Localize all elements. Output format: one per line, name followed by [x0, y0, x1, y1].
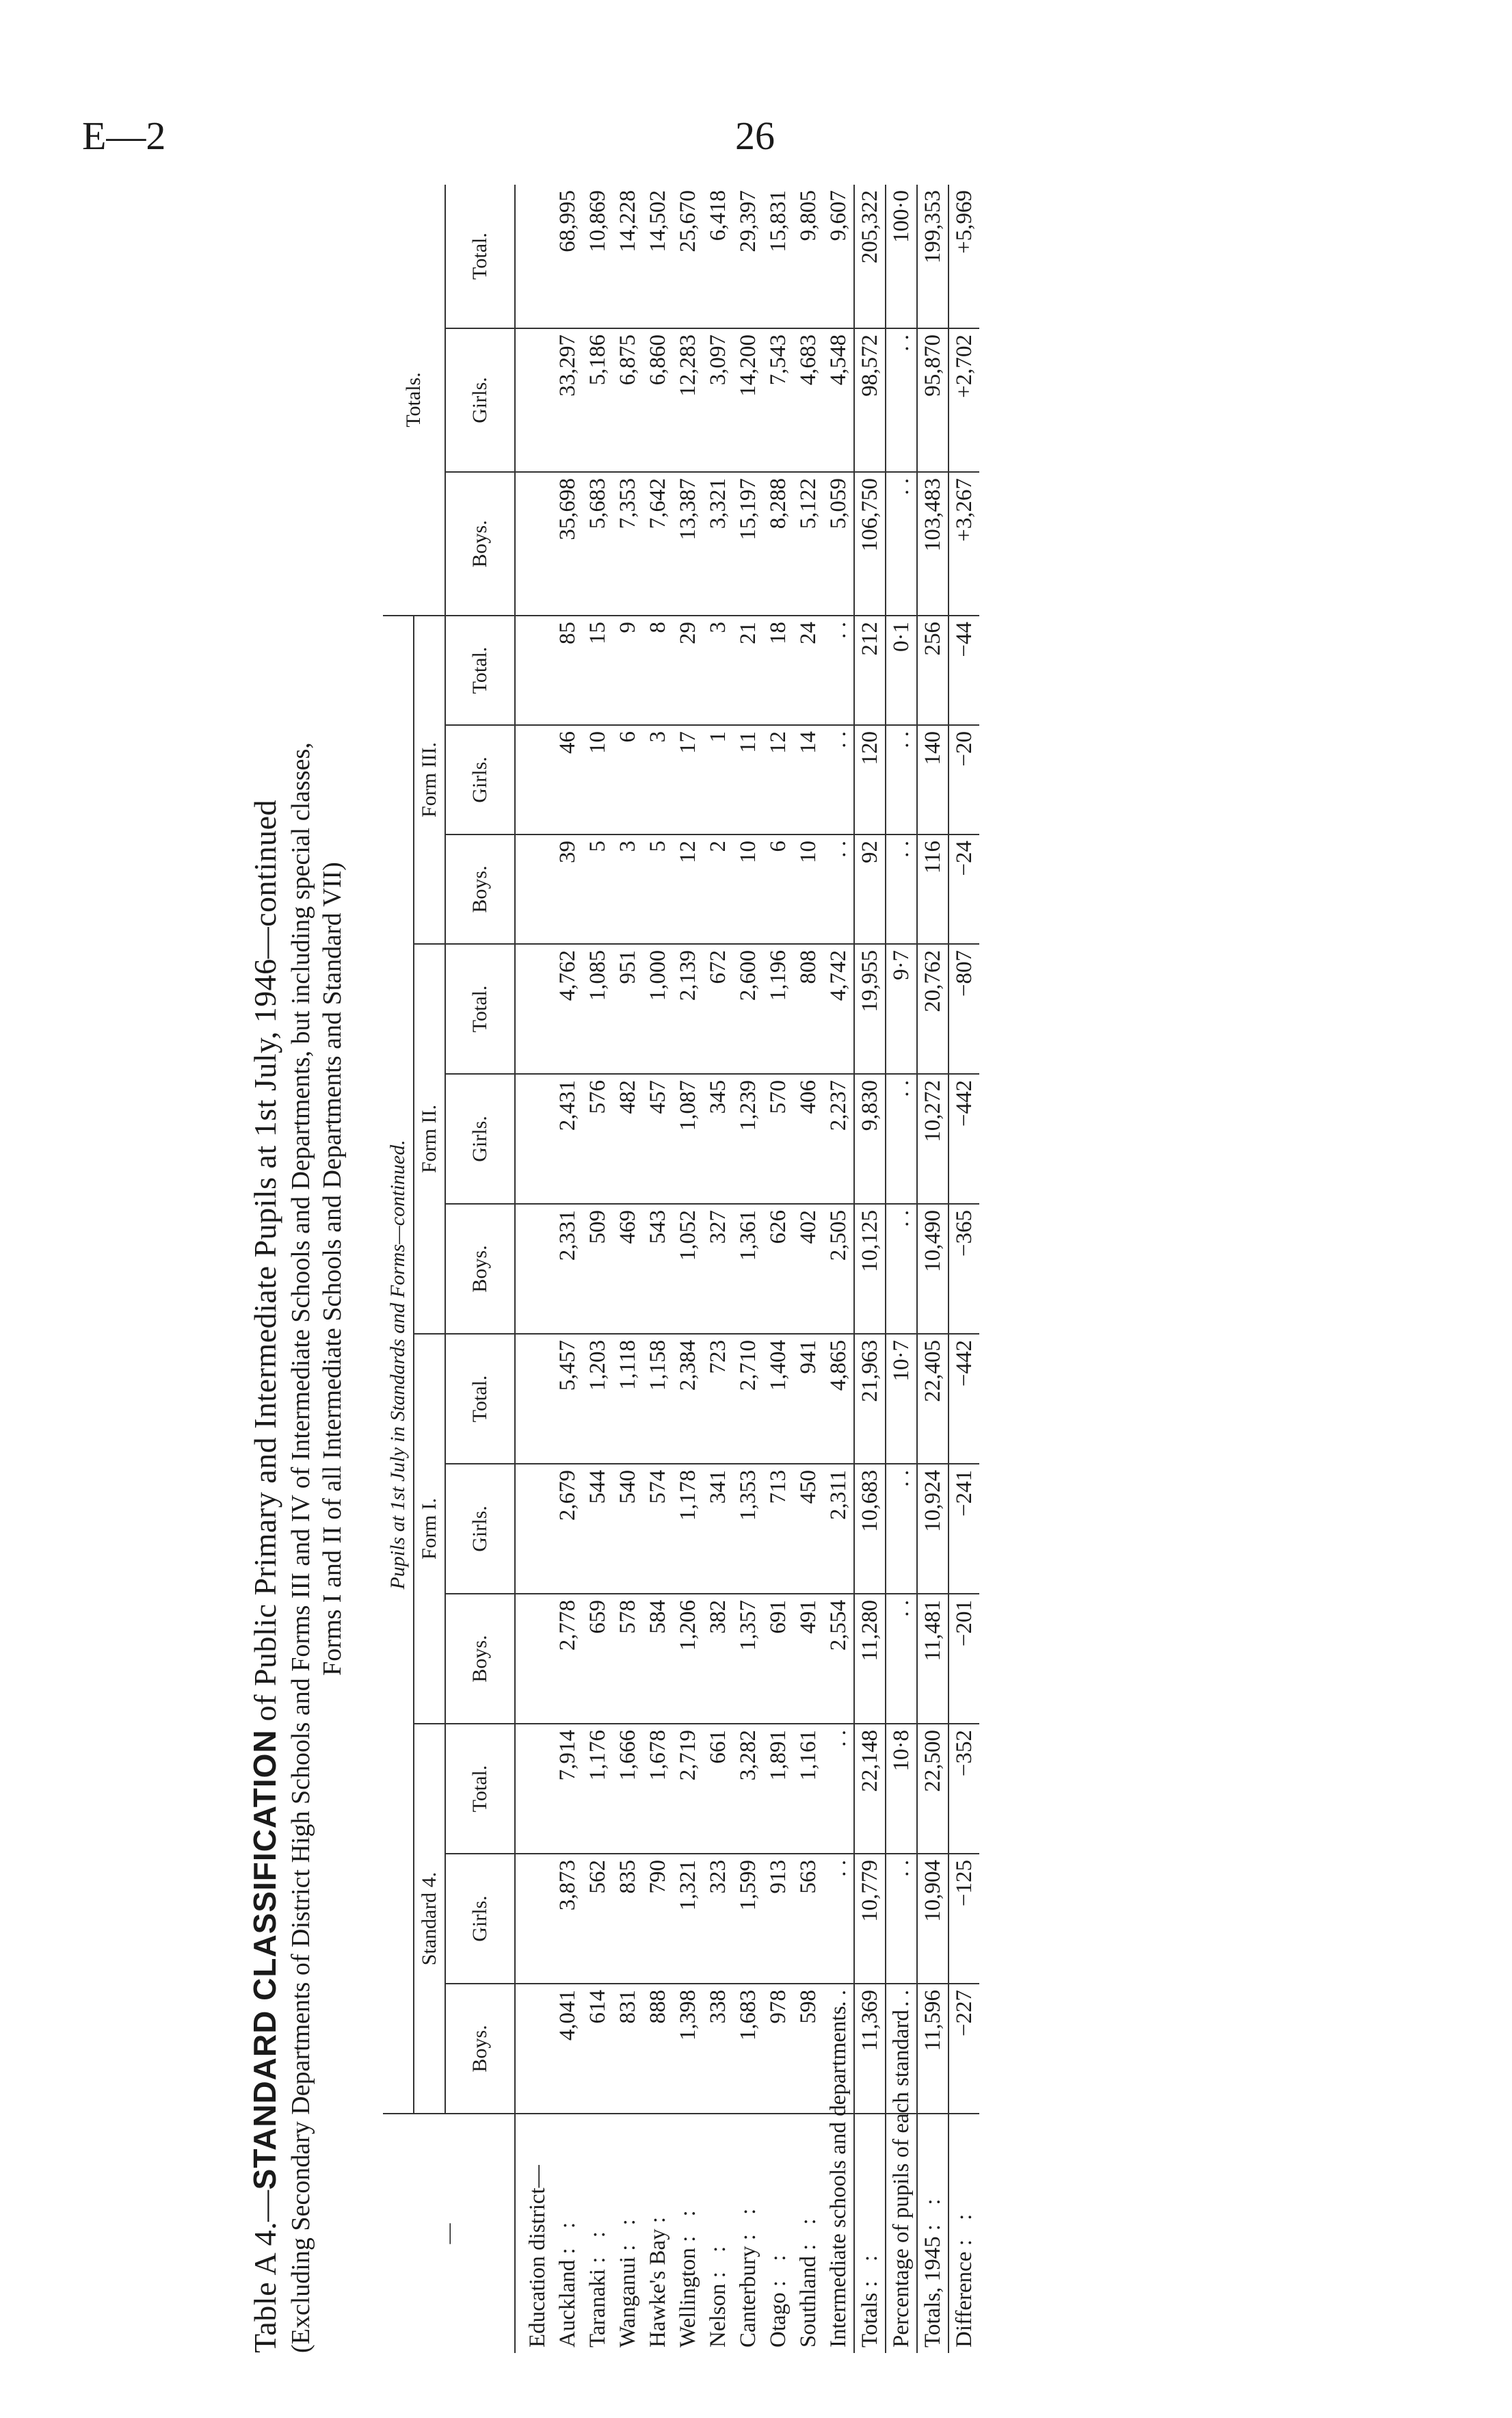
- table-cell: 614: [583, 1984, 613, 2114]
- table-cell: 1,158: [643, 1334, 673, 1464]
- table-cell: 4,548: [823, 328, 854, 472]
- table-cell: 570: [763, 1074, 793, 1204]
- rotated-table-page: [246, 185, 1340, 2353]
- table-row: [793, 185, 823, 2353]
- table-cell: −227: [949, 1984, 979, 2114]
- table-cell: 562: [583, 1854, 613, 1984]
- table-cell: 544: [583, 1464, 613, 1594]
- table-cell: 9,607: [826, 189, 851, 241]
- table-cell: 12: [763, 725, 793, 835]
- table-cell: 1,118: [613, 1334, 643, 1464]
- table-cell: 0·1: [886, 616, 917, 725]
- page-code: E—2: [82, 114, 166, 158]
- group-header: Pupils at 1st July in Standards and Forms—continued.: [383, 616, 414, 2114]
- table-cell: 3: [703, 616, 733, 725]
- table-cell: 5,683: [583, 472, 613, 616]
- table-row: [613, 185, 643, 2353]
- table-cell: 1,178: [673, 1464, 703, 1594]
- table-cell: 21: [733, 616, 763, 725]
- table-cell: 576: [583, 1074, 613, 1204]
- table-cell: 5,186: [583, 328, 613, 472]
- table-cell: . .: [886, 1204, 917, 1334]
- title-prefix: Table A 4.—: [248, 2190, 282, 2353]
- table-cell: 713: [763, 1464, 793, 1594]
- col-header: Girls.: [445, 1854, 515, 1984]
- table-cell: . .: [886, 1984, 917, 2114]
- table-cell: 3,097: [703, 328, 733, 472]
- table-cell: 382: [703, 1594, 733, 1724]
- table-cell: 5: [643, 835, 673, 944]
- table-cell: −125: [949, 1854, 979, 1984]
- table-cell: 15,831: [766, 189, 791, 252]
- table-cell: 2,778: [553, 1594, 583, 1724]
- table-cell: 7,914: [553, 1724, 583, 1854]
- table-cell: . .: [886, 328, 917, 472]
- table-cell: 2: [703, 835, 733, 944]
- table-cell: . .: [886, 1594, 917, 1724]
- row-label: Canterbury: [736, 2246, 760, 2348]
- col-header: Total.: [445, 616, 515, 725]
- table-cell: . .: [823, 616, 854, 725]
- row-label: Auckland: [555, 2259, 580, 2348]
- group-totals: Totals.: [383, 185, 445, 616]
- table-cell: 10,490: [917, 1204, 949, 1334]
- table-cell: 574: [643, 1464, 673, 1594]
- table-cell: 10·7: [886, 1334, 917, 1464]
- table-row: [886, 185, 917, 2353]
- col-header: Total.: [445, 185, 515, 328]
- table-cell: 11,369: [854, 1984, 886, 2114]
- group-form3: Form III.: [414, 616, 445, 944]
- table-cell: 9·7: [886, 944, 917, 1074]
- table-cell: . .: [886, 472, 917, 616]
- col-header: Total.: [445, 944, 515, 1074]
- row-label: Wellington: [676, 2248, 700, 2348]
- table-cell: −442: [949, 1334, 979, 1464]
- table-cell: 790: [643, 1854, 673, 1984]
- table-cell: 1: [703, 725, 733, 835]
- table-cell: 338: [703, 1984, 733, 2114]
- group-form1: Form I.: [414, 1334, 445, 1724]
- table-cell: 212: [854, 616, 886, 725]
- table-cell: 691: [763, 1594, 793, 1724]
- table-cell: . .: [823, 1984, 854, 2114]
- table-cell: −442: [949, 1074, 979, 1204]
- table-cell: . .: [823, 835, 854, 944]
- table-cell: 808: [793, 944, 823, 1074]
- table-cell: 469: [613, 1204, 643, 1334]
- table-cell: 4,865: [823, 1334, 854, 1464]
- table-cell: 406: [793, 1074, 823, 1204]
- leader-dots: : :: [555, 2215, 580, 2255]
- table-cell: . .: [886, 725, 917, 835]
- group-standard4: Standard 4.: [414, 1724, 445, 2114]
- table-cell: 1,353: [733, 1464, 763, 1594]
- table-cell: 10·8: [886, 1724, 917, 1854]
- table-cell: −352: [949, 1724, 979, 1854]
- table-cell: 120: [854, 725, 886, 835]
- table-cell: 33,297: [553, 328, 583, 472]
- row-label: Southland: [796, 2256, 821, 2348]
- table-cell: 9,830: [854, 1074, 886, 1204]
- table-cell: 103,483: [917, 472, 949, 616]
- table-cell: 1,206: [673, 1594, 703, 1724]
- table-cell: +5,969: [949, 185, 979, 328]
- table-cell: 199,353: [917, 185, 949, 328]
- table-cell: 1,176: [583, 1724, 613, 1854]
- table-cell: 13,387: [673, 472, 703, 616]
- row-label: Otago: [766, 2292, 791, 2348]
- table-cell: 10,869: [585, 189, 610, 252]
- table-cell: 4,683: [793, 328, 823, 472]
- table-cell: 14,200: [733, 328, 763, 472]
- leader-dots: : :: [585, 2224, 610, 2263]
- table-cell: 22,405: [917, 1334, 949, 1464]
- table-cell: 659: [583, 1594, 613, 1724]
- table-cell: 10: [583, 725, 613, 835]
- table-cell: 29: [673, 616, 703, 725]
- table-cell: 22,148: [854, 1724, 886, 1854]
- table-cell: 68,995: [555, 189, 580, 252]
- col-header: Boys.: [445, 1594, 515, 1724]
- table-cell: 14,228: [615, 189, 640, 252]
- leader-dots: : :: [736, 2201, 760, 2241]
- table-cell: . .: [823, 1724, 854, 1854]
- table-cell: 584: [643, 1594, 673, 1724]
- table-cell: 5,059: [823, 472, 854, 616]
- table-cell: 10: [793, 835, 823, 944]
- table-cell: 1,196: [763, 944, 793, 1074]
- table-cell: 21,963: [854, 1334, 886, 1464]
- table-cell: 4,742: [823, 944, 854, 1074]
- table-cell: 3,282: [733, 1724, 763, 1854]
- col-header: Girls.: [445, 725, 515, 835]
- col-header: Girls.: [445, 328, 515, 472]
- table-cell: 10,125: [854, 1204, 886, 1334]
- table-cell: 39: [553, 835, 583, 944]
- table-cell: 6,875: [613, 328, 643, 472]
- table-row: [703, 185, 733, 2353]
- col-header: Girls.: [445, 1074, 515, 1204]
- table-cell: 10,683: [854, 1464, 886, 1594]
- subtitle-line1: (Excluding Secondary Departments of District High Schools and Forms III and IV of Intermediate Schools and Departments, but including special classes,: [287, 742, 315, 2353]
- leader-dots: : :: [676, 2203, 700, 2242]
- table-cell: 2,554: [823, 1594, 854, 1724]
- table-cell: +2,702: [949, 328, 979, 472]
- table-cell: 1,599: [733, 1854, 763, 1984]
- table-cell: 10: [733, 835, 763, 944]
- col-header: Boys.: [445, 1204, 515, 1334]
- table-cell: 578: [613, 1594, 643, 1724]
- table-cell: 402: [793, 1204, 823, 1334]
- row-label: Education district—: [525, 2165, 550, 2348]
- table-cell: 5: [583, 835, 613, 944]
- table-cell: 831: [613, 1984, 643, 2114]
- leader-dots: : :: [920, 2192, 945, 2231]
- table-cell: 106,750: [854, 472, 886, 616]
- table-cell: 457: [643, 1074, 673, 1204]
- row-label: Intermediate schools and departments: [826, 2006, 851, 2348]
- table-cell: 450: [793, 1464, 823, 1594]
- leader-dots: : :: [615, 2212, 640, 2251]
- table-cell: 14,502: [646, 189, 670, 252]
- table-cell: +3,267: [949, 472, 979, 616]
- table-cell: 2,311: [823, 1464, 854, 1594]
- table-cell: 10,779: [854, 1854, 886, 1984]
- table-cell: 11: [733, 725, 763, 835]
- table-cell: 256: [917, 616, 949, 725]
- table-cell: . .: [823, 1854, 854, 1984]
- table-cell: 1,891: [763, 1724, 793, 1854]
- leader-dots: : :: [858, 2248, 882, 2287]
- table-cell: . .: [886, 1854, 917, 1984]
- table-row: [583, 185, 613, 2353]
- table-cell: 3: [643, 725, 673, 835]
- table-cell: 11,481: [917, 1594, 949, 1724]
- table-cell: −807: [949, 944, 979, 1074]
- leader-dots: : :: [706, 2239, 730, 2278]
- table-cell: 7,543: [763, 328, 793, 472]
- title-rest: of Public Primary and Intermediate Pupils at 1st July, 1946—continued: [248, 799, 282, 1730]
- table-cell: 598: [793, 1984, 823, 2114]
- table-cell: 10,924: [917, 1464, 949, 1594]
- row-label: Percentage of pupils of each standard: [889, 2010, 914, 2348]
- table-cell: 29,397: [736, 189, 760, 252]
- table-cell: 100·0: [886, 185, 917, 328]
- table-cell: −201: [949, 1594, 979, 1724]
- table-cell: 491: [793, 1594, 823, 1724]
- row-label: Difference: [952, 2251, 977, 2348]
- table-cell: 3: [613, 835, 643, 944]
- col-header: Boys.: [445, 835, 515, 944]
- title-name: STANDARD CLASSIFICATION: [247, 1729, 282, 2190]
- table-cell: −44: [949, 616, 979, 725]
- classification-table: [383, 185, 979, 2353]
- table-cell: 9: [613, 616, 643, 725]
- table-cell: 1,357: [733, 1594, 763, 1724]
- table-cell: 116: [917, 835, 949, 944]
- table-cell: . .: [823, 725, 854, 835]
- table-cell: 540: [613, 1464, 643, 1594]
- group-form2: Form II.: [414, 944, 445, 1334]
- table-cell: 10,272: [917, 1074, 949, 1204]
- table-cell: 11,596: [917, 1984, 949, 2114]
- row-label: Taranaki: [585, 2269, 610, 2348]
- table-cell: 563: [793, 1854, 823, 1984]
- table-cell: 978: [763, 1984, 793, 2114]
- table-cell: . .: [886, 1464, 917, 1594]
- table-cell: 6,860: [643, 328, 673, 472]
- table-cell: 888: [643, 1984, 673, 2114]
- table-cell: 205,322: [854, 185, 886, 328]
- table-cell: 1,085: [583, 944, 613, 1074]
- col-header: Total.: [445, 1334, 515, 1464]
- table-cell: 9,805: [796, 189, 821, 241]
- table-cell: 2,384: [673, 1334, 703, 1464]
- table-cell: 22,500: [917, 1724, 949, 1854]
- table-cell: . .: [886, 1074, 917, 1204]
- subtitle-line2: Forms I and II of all Intermediate Schools and Departments and Standard VII): [318, 862, 347, 1676]
- table-cell: −365: [949, 1204, 979, 1334]
- table-cell: 1,052: [673, 1204, 703, 1334]
- leader-dots: : :: [766, 2248, 791, 2287]
- table-cell: 1,203: [583, 1334, 613, 1464]
- table-cell: 723: [703, 1334, 733, 1464]
- table-cell: 25,670: [676, 189, 700, 252]
- row-label: Totals, 1945: [920, 2236, 945, 2348]
- table-cell: 11,280: [854, 1594, 886, 1724]
- table-cell: 2,237: [823, 1074, 854, 1204]
- table-cell: −20: [949, 725, 979, 835]
- table-row: [763, 185, 793, 2353]
- table-cell: 1,161: [793, 1724, 823, 1854]
- table-row: [854, 185, 886, 2353]
- table-cell: 327: [703, 1204, 733, 1334]
- table-cell: 2,331: [553, 1204, 583, 1334]
- row-label: Hawke's Bay: [646, 2229, 670, 2348]
- corner-cell: —: [383, 2114, 515, 2353]
- table-cell: 2,139: [673, 944, 703, 1074]
- table-cell: 4,041: [553, 1984, 583, 2114]
- table-cell: 5,122: [793, 472, 823, 616]
- table-cell: 18: [763, 616, 793, 725]
- table-cell: 15,197: [733, 472, 763, 616]
- table-cell: 7,353: [613, 472, 643, 616]
- table-cell: 8,288: [763, 472, 793, 616]
- table-cell: 24: [793, 616, 823, 725]
- table-cell: 941: [793, 1334, 823, 1464]
- table-cell: 543: [643, 1204, 673, 1334]
- table-cell: 1,404: [763, 1334, 793, 1464]
- table-cell: 8: [643, 616, 673, 725]
- table-cell: 35,698: [553, 472, 583, 616]
- table-cell: 7,642: [643, 472, 673, 616]
- col-header: Boys.: [445, 1984, 515, 2114]
- table-cell: . .: [886, 835, 917, 944]
- table-cell: 12: [673, 835, 703, 944]
- table-cell: 15: [583, 616, 613, 725]
- table-row: [917, 185, 949, 2353]
- table-cell: 626: [763, 1204, 793, 1334]
- col-header: Total.: [445, 1724, 515, 1854]
- table-cell: 12,283: [673, 328, 703, 472]
- table-cell: 482: [613, 1074, 643, 1204]
- table-cell: 4,762: [553, 944, 583, 1074]
- col-header: Boys.: [445, 472, 515, 616]
- table-cell: 20,762: [917, 944, 949, 1074]
- table-row: [733, 185, 763, 2353]
- table-cell: 98,572: [854, 328, 886, 472]
- table-cell: 46: [553, 725, 583, 835]
- table-cell: 1,000: [643, 944, 673, 1074]
- table-row: [553, 185, 583, 2353]
- table-cell: 951: [613, 944, 643, 1074]
- table-cell: 341: [703, 1464, 733, 1594]
- row-label: Nelson: [706, 2283, 730, 2348]
- table-cell: −241: [949, 1464, 979, 1594]
- table-cell: 17: [673, 725, 703, 835]
- table-cell: 1,398: [673, 1984, 703, 2114]
- table-cell: 2,431: [553, 1074, 583, 1204]
- table-cell: 1,683: [733, 1984, 763, 2114]
- table-cell: 95,870: [917, 328, 949, 472]
- page-number: 26: [735, 114, 775, 158]
- table-cell: 6: [613, 725, 643, 835]
- table-row: [823, 185, 854, 2353]
- table-cell: 913: [763, 1854, 793, 1984]
- table-row: [949, 185, 979, 2353]
- table-cell: 140: [917, 725, 949, 835]
- table-cell: 323: [703, 1854, 733, 1984]
- leader-dots: : :: [952, 2207, 977, 2246]
- table-cell: 2,679: [553, 1464, 583, 1594]
- leader-dots: : :: [796, 2211, 821, 2250]
- table-row: [673, 185, 703, 2353]
- table-title: [246, 185, 283, 2353]
- table-cell: 1,239: [733, 1074, 763, 1204]
- col-header: Girls.: [445, 1464, 515, 1594]
- table-cell: 3,321: [703, 472, 733, 616]
- table-cell: 2,600: [733, 944, 763, 1074]
- row-label: Totals: [858, 2292, 882, 2348]
- table-cell: 835: [613, 1854, 643, 1984]
- table-cell: 3,873: [553, 1854, 583, 1984]
- table-cell: 661: [703, 1724, 733, 1854]
- table-cell: 1,087: [673, 1074, 703, 1204]
- table-cell: 509: [583, 1204, 613, 1334]
- table-cell: 19,955: [854, 944, 886, 1074]
- table-cell: 5,457: [553, 1334, 583, 1464]
- row-label: Wanganui: [615, 2257, 640, 2348]
- table-cell: 92: [854, 835, 886, 944]
- table-cell: 2,505: [823, 1204, 854, 1334]
- table-cell: 1,361: [733, 1204, 763, 1334]
- table-row: [643, 185, 673, 2353]
- table-cell: 6: [763, 835, 793, 944]
- table-row: [515, 185, 553, 2353]
- table-cell: 1,666: [613, 1724, 643, 1854]
- table-cell: 2,710: [733, 1334, 763, 1464]
- table-cell: 14: [793, 725, 823, 835]
- table-cell: 1,321: [673, 1854, 703, 1984]
- table-cell: 672: [703, 944, 733, 1074]
- table-cell: 2,719: [673, 1724, 703, 1854]
- table-cell: −24: [949, 835, 979, 944]
- leader-dots: :: [646, 2209, 670, 2224]
- table-cell: 345: [703, 1074, 733, 1204]
- table-cell: 6,418: [706, 189, 730, 241]
- table-cell: 1,678: [643, 1724, 673, 1854]
- table-cell: 85: [553, 616, 583, 725]
- table-cell: 10,904: [917, 1854, 949, 1984]
